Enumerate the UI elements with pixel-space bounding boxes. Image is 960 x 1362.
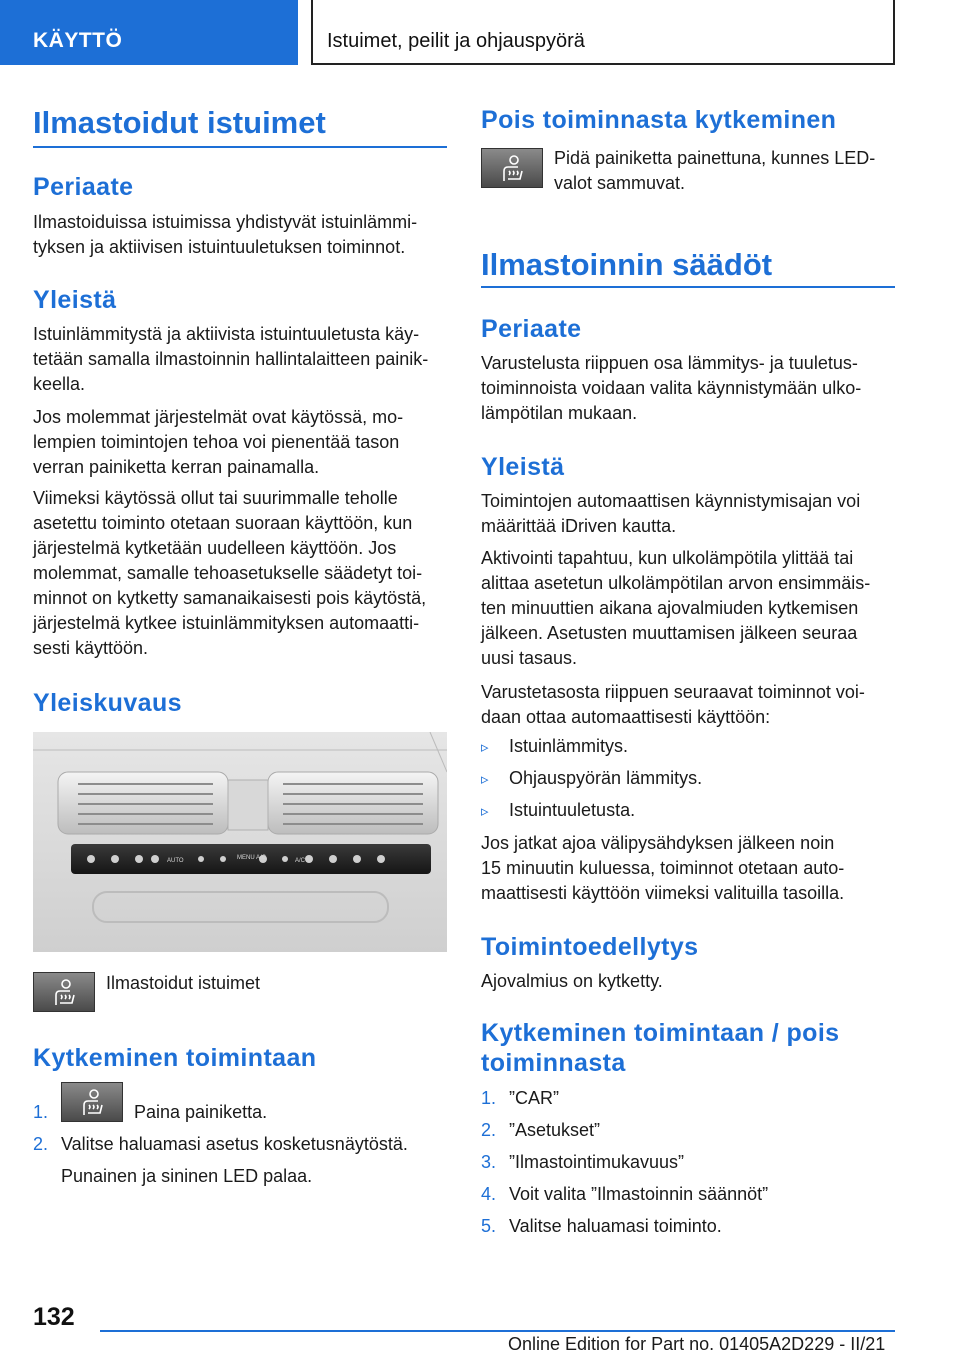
paragraph-yleista-1	[33, 322, 447, 397]
heading-periaate-right: Periaate	[481, 315, 582, 343]
text-line: alittaa asetetun ulkolämpötilan arvon ensimmäis‐	[481, 573, 871, 593]
paragraph-yleista-3	[33, 486, 447, 661]
paragraph-yleista-2	[33, 405, 447, 480]
section-title-ilmastoinnin-saadot: Ilmastoinnin säädöt	[481, 247, 773, 282]
text-line: järjestelmä kytkee istuinlämmityksen automaatti‐	[33, 613, 420, 633]
section-tab[interactable]	[0, 0, 298, 65]
page-number: 132	[33, 1303, 75, 1331]
step-text: Voit valita ”Ilmastoinnin säännöt”	[509, 1184, 769, 1204]
chapter-header	[311, 0, 895, 65]
step-text: ”CAR”	[509, 1088, 559, 1108]
chapter-title: Istuimet, peilit ja ohjauspyörä	[327, 30, 585, 52]
text-line: daan ottaa automaattisesti käyttöön:	[481, 707, 771, 727]
heading-kytkeminen-toimintaan: Kytkeminen toimintaan	[33, 1044, 317, 1072]
step-number: 3.	[481, 1152, 497, 1172]
panel-label-auto: AUTO	[167, 858, 184, 864]
text-line: sesti käyttöön.	[33, 638, 149, 658]
text-line: keella.	[33, 374, 86, 394]
seat-fan-icon	[62, 1083, 122, 1121]
paragraph-yleista-right-4	[481, 831, 895, 906]
text-line: tyksen ja aktiivisen istuintuuletuksen toiminnot.	[33, 237, 406, 257]
step-number: 1.	[481, 1088, 497, 1108]
step-text: ”Asetukset”	[509, 1120, 601, 1140]
text-line: ten minuuttien aikana ajovalmiuden kytkemisen	[481, 598, 859, 618]
text-line: järjestelmä kytketään uudelleen käyttöön. Jos	[33, 538, 397, 558]
step-number: 1.	[33, 1102, 49, 1122]
heading-pois-toiminnasta: Pois toiminnasta kytkeminen	[481, 106, 837, 134]
list-item: Ohjauspyörän lämmitys.	[509, 768, 703, 788]
panel-label-ac: A/C	[295, 858, 306, 864]
bullet-triangle-icon: ▹	[481, 803, 489, 820]
text-line: lempien toimintojen tehoa voi pienentää tason	[33, 432, 400, 452]
climate-panel-photo	[33, 732, 447, 952]
step-text: ”Ilmastointimukavuus”	[509, 1152, 685, 1172]
step-text: Paina painiketta.	[134, 1102, 268, 1122]
text-line: verran painiketta kerran painamalla.	[33, 457, 320, 477]
ventilated-seat-button-icon-inline	[61, 1082, 123, 1122]
text-line: uusi tasaus.	[481, 648, 578, 668]
text-line: jälkeen. Asetusten muuttamisen jälkeen seuraa	[481, 623, 858, 643]
text-line: Jos jatkat ajoa välipysähdyksen jälkeen noin	[481, 833, 835, 853]
step-number: 5.	[481, 1216, 497, 1236]
text-line: Pidä painiketta painettuna, kunnes LED-	[554, 148, 876, 168]
ventilated-seat-button-icon	[33, 972, 95, 1012]
text-line: 15 minuutin kuluessa, toiminnot otetaan auto‐	[481, 858, 845, 878]
heading-yleista-right: Yleistä	[481, 453, 565, 481]
text-line: molemmat, samalle tehoasetukselle säädetyt toi‐	[33, 563, 423, 583]
text-line: maattisesti käyttöön viimeksi valituilla tasoilla.	[481, 883, 845, 903]
text-line: asetettu toiminto otetaan suoraan käyttöön, kun	[33, 513, 413, 533]
text-line: Ilmastoiduissa istuimissa yhdistyvät istuinlämmi‐	[33, 212, 418, 232]
text-line: Viimeksi käytössä ollut tai suurimmalle teholle	[33, 488, 398, 508]
footer-rule	[100, 1330, 895, 1332]
seat-fan-icon	[34, 973, 94, 1011]
ventilated-seat-button-icon-off	[481, 148, 543, 188]
step-text: Valitse haluamasi toiminto.	[509, 1216, 722, 1236]
heading-yleista: Yleistä	[33, 286, 117, 314]
footer-edition: Online Edition for Part no. 01405A2D229 - II/21	[508, 1334, 886, 1354]
heading-yleiskuvaus: Yleiskuvaus	[33, 689, 182, 717]
text-line: valot sammuvat.	[554, 173, 686, 193]
text-line: Varustetasosta riippuen seuraavat toiminnot voi‐	[481, 682, 865, 702]
paragraph-periaate-right	[481, 351, 895, 426]
step-number: 4.	[481, 1184, 497, 1204]
climate-panel-illustration	[33, 732, 447, 952]
heading-line: toiminnasta	[481, 1049, 626, 1077]
step-text: Valitse haluamasi asetus kosketusnäytöstä.	[61, 1134, 408, 1154]
title-rule	[481, 286, 895, 288]
paragraph-yleista-right-1	[481, 489, 895, 539]
text-line: lämpötilan mukaan.	[481, 403, 638, 423]
paragraph-toimintoedellytys: Ajovalmius on kytketty.	[481, 971, 663, 991]
panel-label-menu-ac: MENU A/C	[237, 855, 267, 861]
text-line: Varustelusta riippuen osa lämmitys- ja tuuletus-	[481, 353, 858, 373]
button-caption: Ilmastoidut istuimet	[106, 973, 261, 993]
title-rule	[33, 146, 447, 148]
text-line: toiminnoista voidaan valita käynnistymään ulko-	[481, 378, 862, 398]
heading-line: Kytkeminen toimintaan / pois	[481, 1019, 840, 1047]
heading-kytkeminen-pois	[481, 1018, 839, 1078]
section-tab-label: KÄYTTÖ	[33, 29, 123, 52]
step-note: Punainen ja sininen LED palaa.	[61, 1166, 313, 1186]
list-item: Istuintuuletusta.	[509, 800, 636, 820]
bullet-triangle-icon: ▹	[481, 739, 489, 756]
text-line: Aktivointi tapahtuu, kun ulkolämpötila ylittää tai	[481, 548, 854, 568]
paragraph-yleista-right-3	[481, 680, 895, 730]
step-number: 2.	[481, 1120, 497, 1140]
seat-fan-icon	[482, 149, 542, 187]
text-line: Jos molemmat järjestelmät ovat käytössä, mo‐	[33, 407, 404, 427]
paragraph-periaate	[33, 210, 447, 260]
text-line: tetään samalla ilmastoinnin hallintalaitteen painik‐	[33, 349, 429, 369]
paragraph-yleista-right-2	[481, 546, 895, 671]
text-line: Toimintojen automaattisen käynnistymisajan voi	[481, 491, 861, 511]
step-number: 2.	[33, 1134, 49, 1154]
text-line: Istuinlämmitystä ja aktiivista istuintuuletusta käy‐	[33, 324, 420, 344]
text-line: minnot on kytketty samanaikaisesti pois käytöstä,	[33, 588, 427, 608]
heading-periaate: Periaate	[33, 173, 134, 201]
text-line: määrittää iDriven kautta.	[481, 516, 677, 536]
heading-toimintoedellytys: Toimintoedellytys	[481, 933, 699, 961]
bullet-triangle-icon: ▹	[481, 771, 489, 788]
list-item: Istuinlämmitys.	[509, 736, 629, 756]
section-title-ilmastoidut: Ilmastoidut istuimet	[33, 105, 326, 140]
paragraph-pois	[554, 146, 899, 196]
